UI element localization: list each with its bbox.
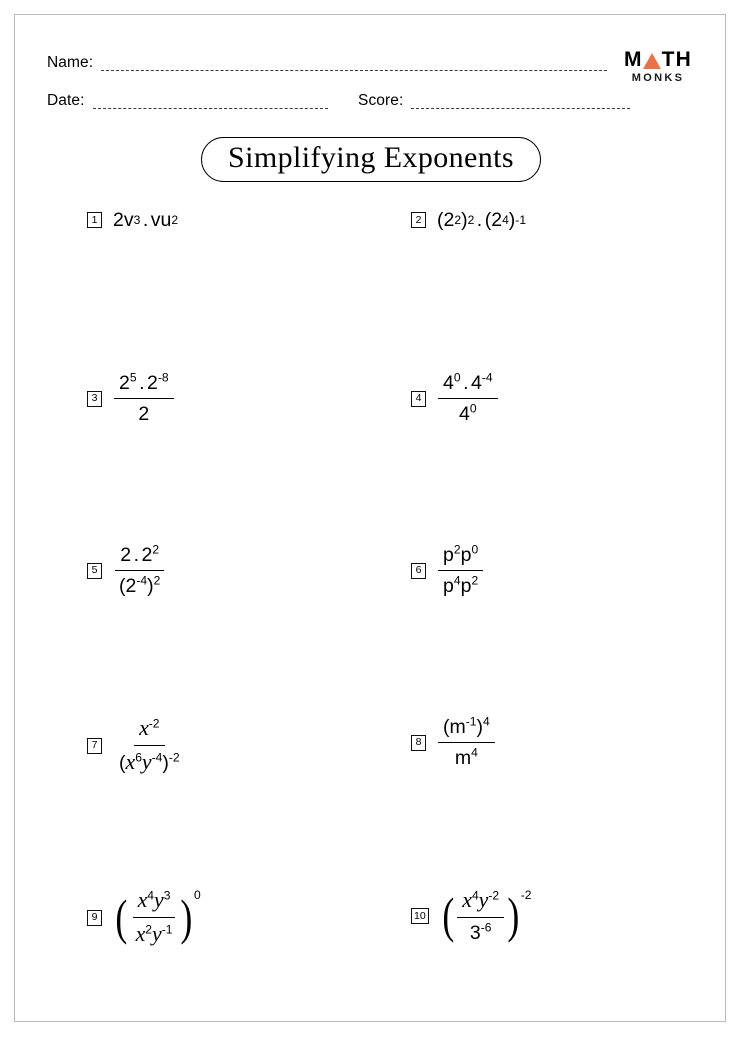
variable: y xyxy=(154,888,164,912)
problem-number: 5 xyxy=(87,563,102,579)
problem-number: 6 xyxy=(411,563,426,579)
problem-expression xyxy=(113,543,166,599)
base: 2 xyxy=(120,544,132,566)
exponent: 2 xyxy=(153,573,161,588)
fraction xyxy=(438,371,498,427)
variable: u xyxy=(160,209,172,231)
denominator xyxy=(450,743,483,770)
fraction xyxy=(114,371,174,427)
score-input-line[interactable] xyxy=(411,99,630,109)
exponent: -6 xyxy=(480,920,492,935)
multiply-dot: . xyxy=(142,209,149,231)
problem-expression xyxy=(113,715,186,777)
problem-number: 3 xyxy=(87,391,102,407)
variable: v xyxy=(123,209,134,231)
paren-open: ( xyxy=(115,889,128,945)
title-container xyxy=(15,137,727,182)
problem-10[interactable] xyxy=(411,887,531,946)
name-label: Name: xyxy=(47,53,94,71)
exponent: 2 xyxy=(152,542,160,557)
mathmonks-logo xyxy=(615,49,701,84)
name-field-row xyxy=(47,45,607,71)
coefficient: 2 xyxy=(113,209,124,231)
multiply-dot: . xyxy=(476,209,483,231)
exponent: 0 xyxy=(453,370,461,385)
paren-open: ( xyxy=(437,209,444,231)
variable: p xyxy=(460,575,472,598)
exponent: 2 xyxy=(471,573,479,588)
problem-number: 4 xyxy=(411,391,426,407)
problems-grid xyxy=(15,193,727,1043)
exponent: 3 xyxy=(163,888,171,903)
triangle-icon xyxy=(643,53,661,69)
variable: y xyxy=(141,750,152,775)
problem-expression: ( 2 2 ) 2 . ( 2 4 ) -1 xyxy=(437,209,527,231)
variable: y xyxy=(478,888,489,912)
numerator xyxy=(114,371,174,399)
problem-expression: 2 v 3 . v u 2 xyxy=(113,209,179,231)
paren-close: ) xyxy=(476,716,483,738)
numerator xyxy=(134,715,164,746)
logo-text-left: M xyxy=(623,48,643,71)
problem-2[interactable] xyxy=(411,209,526,231)
variable: m xyxy=(449,716,466,738)
exponent: -4 xyxy=(136,573,148,588)
numerator xyxy=(115,543,164,571)
grouped-expression xyxy=(113,887,201,949)
exponent: -4 xyxy=(151,750,163,765)
paren-open: ( xyxy=(119,752,126,775)
exponent: 2 xyxy=(453,542,461,557)
variable: x xyxy=(135,922,146,947)
numerator xyxy=(457,887,504,918)
problem-row xyxy=(15,363,727,533)
score-field-row xyxy=(358,83,630,109)
base: 4 xyxy=(443,372,454,394)
denominator xyxy=(454,399,482,426)
exponent: -2 xyxy=(520,888,532,902)
exponent: 6 xyxy=(135,750,142,765)
base: 2 xyxy=(119,372,130,394)
exponent: -1 xyxy=(161,922,173,937)
problem-number: 9 xyxy=(87,910,102,926)
denominator xyxy=(131,918,178,948)
exponent: 0 xyxy=(469,401,477,416)
numerator xyxy=(438,715,495,743)
variable: p xyxy=(443,544,454,566)
paren-close: ) xyxy=(180,889,193,945)
problem-row xyxy=(15,193,727,363)
date-input-line[interactable] xyxy=(93,99,328,109)
numerator xyxy=(133,887,176,918)
problem-8[interactable] xyxy=(411,715,496,771)
paren-open: ( xyxy=(443,716,450,738)
variable: p xyxy=(443,575,454,598)
date-field-row xyxy=(47,83,328,109)
exponent: -2 xyxy=(168,750,180,765)
exponent: 4 xyxy=(453,573,461,588)
problem-expression xyxy=(437,715,496,771)
score-label: Score: xyxy=(358,91,404,109)
base: 4 xyxy=(471,372,482,394)
problem-row xyxy=(15,873,727,1043)
paren-open: ( xyxy=(484,209,492,231)
logo-subtext: MONKS xyxy=(631,72,685,84)
variable: x xyxy=(125,750,136,775)
numerator xyxy=(438,543,483,571)
base: 2 xyxy=(491,209,503,231)
exponent: 4 xyxy=(147,888,154,903)
base: 3 xyxy=(469,922,481,945)
exponent: -2 xyxy=(488,888,500,903)
problem-4[interactable] xyxy=(411,371,499,427)
paren-close: ) xyxy=(507,888,520,944)
exponent: 0 xyxy=(471,542,479,557)
problem-7[interactable] xyxy=(87,715,186,777)
paren-open: ( xyxy=(442,888,454,944)
fraction xyxy=(438,543,483,599)
denominator xyxy=(114,746,185,776)
page-title: Simplifying Exponents xyxy=(201,137,541,182)
exponent: 4 xyxy=(471,888,479,903)
exponent: 2 xyxy=(145,922,152,937)
multiply-dot: . xyxy=(139,372,145,394)
fraction xyxy=(114,543,165,599)
base: 2 xyxy=(443,209,455,231)
logo-wordmark xyxy=(615,49,701,70)
exponent: 4 xyxy=(471,745,478,760)
variable: p xyxy=(460,544,472,566)
problem-5[interactable] xyxy=(87,543,166,599)
problem-1[interactable] xyxy=(87,209,178,231)
paren-close: ) xyxy=(508,209,516,231)
variable: x xyxy=(137,888,148,912)
exponent: -8 xyxy=(157,370,169,385)
base: 4 xyxy=(459,403,470,426)
fraction xyxy=(457,887,504,946)
problem-9[interactable] xyxy=(87,887,201,949)
exponent: 5 xyxy=(129,370,137,385)
exponent: -4 xyxy=(481,370,493,385)
numerator xyxy=(438,371,498,399)
variable: y xyxy=(151,922,162,947)
variable: x xyxy=(139,716,149,740)
problem-number: 1 xyxy=(87,212,102,228)
fraction xyxy=(114,715,185,777)
problem-number: 2 xyxy=(411,212,426,228)
exponent: 4 xyxy=(483,714,490,729)
exponent: -1 xyxy=(465,714,477,729)
worksheet-page xyxy=(14,14,726,1022)
fraction xyxy=(438,715,495,771)
problem-row xyxy=(15,533,727,703)
variable: x xyxy=(462,888,472,912)
paren-close: ) xyxy=(147,575,154,598)
paren-close: ) xyxy=(162,752,169,775)
exponent: -2 xyxy=(148,716,160,731)
problem-expression xyxy=(113,371,175,427)
problem-expression xyxy=(437,371,499,427)
denominator xyxy=(438,571,483,598)
denominator xyxy=(465,918,497,945)
problem-number: 10 xyxy=(411,908,429,924)
name-input-line[interactable] xyxy=(101,61,607,71)
grouped-expression xyxy=(440,887,532,946)
logo-text-right: TH xyxy=(661,48,693,71)
problem-expression xyxy=(440,887,532,946)
problem-number: 7 xyxy=(87,738,102,754)
problem-3[interactable] xyxy=(87,371,175,427)
problem-expression xyxy=(437,543,484,599)
fraction xyxy=(131,887,178,949)
date-label: Date: xyxy=(47,91,85,109)
denominator xyxy=(114,571,165,598)
paren-close: ) xyxy=(461,209,468,231)
paren-open: ( xyxy=(119,575,126,598)
base: 2 xyxy=(138,403,150,426)
base: 2 xyxy=(147,372,158,394)
problem-expression xyxy=(113,887,201,949)
problem-number: 8 xyxy=(411,735,426,751)
worksheet-header xyxy=(33,31,709,111)
base: 2 xyxy=(141,544,153,566)
base: 2 xyxy=(125,575,137,598)
denominator xyxy=(133,399,154,426)
problem-6[interactable] xyxy=(411,543,484,599)
multiply-dot: . xyxy=(463,372,469,394)
variable: m xyxy=(454,747,472,770)
problem-row xyxy=(15,703,727,873)
exponent: 0 xyxy=(194,888,201,902)
multiply-dot: . xyxy=(133,544,140,566)
variable: v xyxy=(150,209,161,231)
